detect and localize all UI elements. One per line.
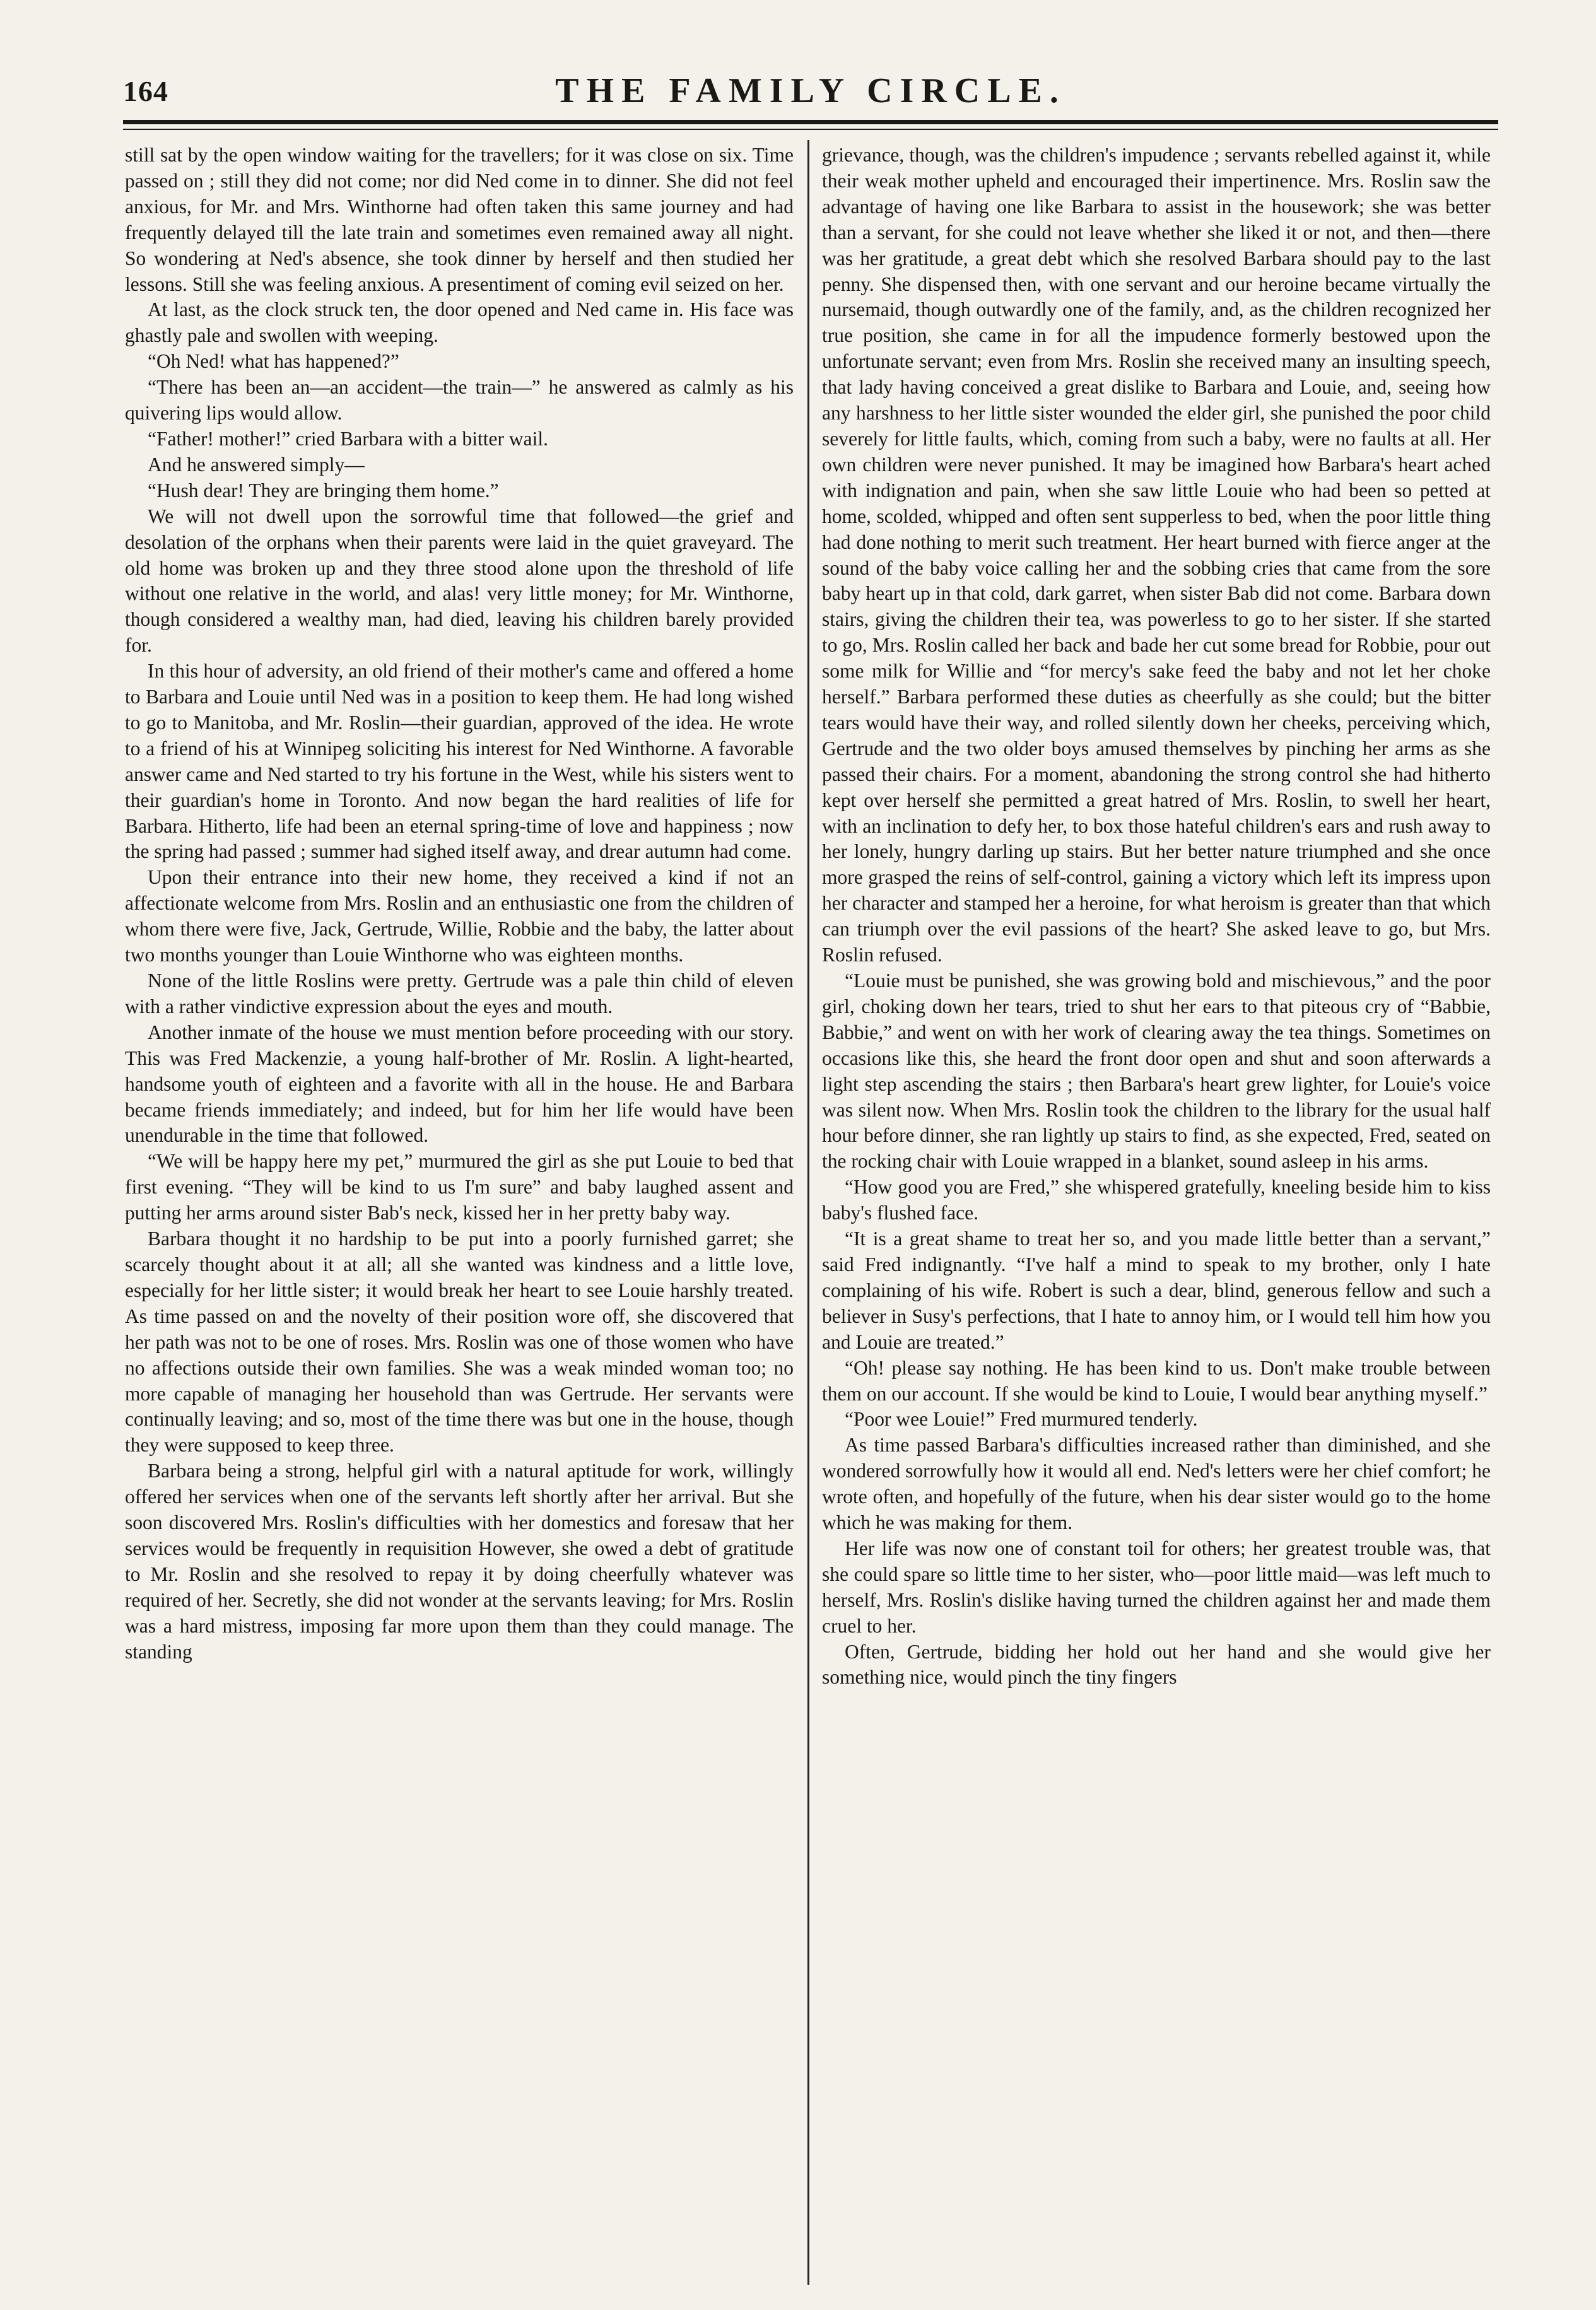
dialogue-line: “Hush dear! They are bringing them home.” xyxy=(148,479,499,501)
paragraph: And he answered simply— xyxy=(148,453,365,476)
dialogue-line: “Oh! please say nothing. He has been kind to us. Don't make trouble between them on our account. If she would be kind to Louie, I would bear anything myself.” xyxy=(822,1356,1491,1405)
dialogue-line: “How good you are Fred,” she whispered gratefully, kneeling beside him to kiss baby's flushed face. xyxy=(822,1176,1491,1224)
paragraph: grievance, though, was the children's impudence ; servants rebelled against it, while their weak mother upheld and encouraged their impertinence. Mrs. Roslin saw the advantage of having one like Barbara to assist in the housework; she was better than a servant, for she could not leave whether she liked it or not, and then—there was her gratitude, a great debt which she resolved Barbara should pay to the last penny. She dispensed then, with one servant and our heroine became virtually the nursemaid, though outwardly one of the family, and, as the children recognized her true position, she came in for all the impudence formerly bestowed upon the unfortunate servant; even from Mrs. Roslin she received many an insulting speech, that lady having conceived a great dislike to Barbara and Louie, and, seeing how any harshness to her little sister wounded the elder girl, she punished the poor child severely for little faults, which, coming from such a baby, were no faults at all. Her own children were never punished. It may be imagined how Barbara's heart ached with indignation and pain, when she saw little Louie who had been so petted at home, scolded, whipped and often sent supperless to bed, when the poor little thing had done nothing to merit such treatment. Her heart burned with fierce anger at the sound of the baby voice calling her and the sobbing cries that came from the sore baby heart up in that cold, dark garret, when sister Bab did not come. Barbara down stairs, giving the children their tea, was powerless to go to her sister. If she started to go, Mrs. Roslin called her back and bade her cut some bread for Robbie, pour out some milk for Willie and “for mercy's sake feed the baby and not let her choke herself.” Barbara performed these duties as cheerfully as she could; but the bitter tears would have their way, and rolled silently down her cheeks, perceiving which, Gertrude and the two older boys amused themselves by pinching her arms as she passed their chairs. For a moment, abandoning the strong control she had hitherto kept over herself she permitted a great hatred of Mrs. Roslin, to swell her heart, with an inclination to defy her, to box those hateful children's ears and rush away to her lonely, hungry darling up stairs. But her better nature triumphed and she once more grasped the reins of self-control, gaining a victory which left its impress upon her character and stamped her a heroine, for what heroism is greater than that which can triumph over the evil passions of the heart? She asked leave to go, but Mrs. Roslin refused. xyxy=(822,144,1491,966)
dialogue-line: “Father! mother!” cried Barbara with a bitter wail. xyxy=(148,427,548,450)
paragraph: Another inmate of the house we must mention before proceeding with our story. This was Fred Mackenzie, a young half-brother of Mr. Roslin. A light-hearted, handsome youth of eighteen and a favorite with all in the house. He and Barbara became friends immediately; and indeed, but for him her life would have been unendurable in the time that followed. xyxy=(125,1021,794,1147)
dialogue-line: “It is a great shame to treat her so, and you made little better than a servant,” said Fred indignantly. “I've half a mind to speak to my brother, only I hate complaining of his wife. Robert is such a dear, blind, generous fellow and such a believer in Susy's perfections, that I hate to annoy him, or I would tell him how you and Louie are treated.” xyxy=(822,1228,1491,1353)
paragraph: As time passed Barbara's difficulties increased rather than diminished, and she wondered sorrowfully how it would all end. Ned's letters were her chief comfort; he wrote often, and hopefully of the future, when his dear sister would go to the home which he was making for them. xyxy=(822,1434,1491,1534)
dialogue-line: “Oh Ned! what has happened?” xyxy=(148,350,399,373)
dialogue-line: “We will be happy here my pet,” murmured the girl as she put Louie to bed that first evening. “They will be kind to us I'm sure” and baby laughed assent and putting her arms around sister Bab's neck, kissed her in her pretty baby way. xyxy=(125,1150,794,1224)
paragraph: None of the little Roslins were pretty. Gertrude was a pale thin child of eleven with a rather vindictive expression about the eyes and mouth. xyxy=(125,970,794,1017)
paragraph: Barbara thought it no hardship to be put into a poorly furnished garret; she scarcely thought about it at all; all she wanted was kindness and a little love, especially for her little sister; it would break her heart to see Louie harshly treated. As time passed on and the novelty of their position wore off, she discovered that her path was not to be one of roses. Mrs. Roslin was one of those women who have no affections outside their own families. She was a weak minded woman too; no more capable of managing her household than was Gertrude. Her servants were continually leaving; and so, most of the time there was but one in the house, though they were supposed to keep three. xyxy=(125,1228,794,1457)
paragraph: Often, Gertrude, bidding her hold out her hand and she would give her something nice, would pinch the tiny fingers xyxy=(822,1640,1491,1689)
paragraph: still sat by the open window waiting for the travellers; for it was close on six. Time passed on ; still they did not come; nor did Ned come in to dinner. She did not feel anxious, for Mr. and Mrs. Winthorne had often taken this same journey and had frequently delayed till the late train and sometimes even remained away all night. So wondering at Ned's absence, she took dinner by herself and then studied her lessons. Still she was feeling anxious. A presentiment of coming evil seized on her. xyxy=(125,144,794,295)
column-divider xyxy=(807,140,809,2285)
paragraph: Her life was now one of constant toil for others; her greatest trouble was, that she could spare so little time to her sister, who—poor little maid—was left much to herself, Mrs. Roslin's dislike having turned the children against her and made them cruel to her. xyxy=(822,1537,1491,1637)
paragraph: Upon their entrance into their new home, they received a kind if not an affectionate welcome from Mrs. Roslin and an enthusiastic one from the children of whom there were five, Jack, Gertrude, Willie, Robbie and the baby, the latter about two months younger than Louie Winthorne who was eighteen months. xyxy=(125,866,794,966)
page-number: 164 xyxy=(123,75,168,107)
dialogue-line: “Louie must be punished, she was growing bold and mischievous,” and the poor girl, choking down her tears, tried to shut her ears to that piteous cry of “Babbie, Babbie,” and went on with her work of clearing away the tea things. Sometimes on occasions like this, she heard the front door open and shut and soon afterwards a light step ascending the stairs ; then Barbara's heart grew lighter, for Louie's voice was silent now. When Mrs. Roslin took the children to the library for the usual half hour before dinner, she ran lightly up stairs to find, as she expected, Fred, seated on the rocking chair with Louie wrapped in a blanket, sound asleep in his arms. xyxy=(822,970,1491,1173)
dialogue-line: “Poor wee Louie!” Fred murmured tenderly. xyxy=(845,1408,1198,1431)
header-rule-thick xyxy=(123,120,1498,124)
paragraph: Barbara being a strong, helpful girl with a natural aptitude for work, willingly offered her services when one of the servants left shortly after her arrival. But she soon discovered Mrs. Roslin's difficulties with her domestics and foresaw that her services would be frequently in requisition However, she owed a debt of gratitude to Mr. Roslin and she resolved to repay it by doing cheerfully whatever was required of her. Secretly, she did not wonder at the servants leaving; for Mrs. Roslin was a hard mistress, imposing far more upon them than they could manage. The standing xyxy=(125,1460,794,1663)
header-rule-thin xyxy=(123,129,1498,130)
paragraph: At last, as the clock struck ten, the door opened and Ned came in. His face was ghastly pale and swollen with weeping. xyxy=(125,298,794,347)
left-column xyxy=(125,143,794,1665)
paragraph: We will not dwell upon the sorrowful time that followed—the grief and desolation of the orphans when their parents were laid in the quiet graveyard. The old home was broken up and they three stood alone upon the threshold of life without one relative in the world, and alas! very little money; for Mr. Winthorne, though considered a wealthy man, had died, leaving his children barely provided for. xyxy=(125,505,794,657)
paragraph: In this hour of adversity, an old friend of their mother's came and offered a home to Barbara and Louie until Ned was in a position to keep them. He had long wished to go to Manitoba, and Mr. Roslin—their guardian, approved of the idea. He wrote to a friend of his at Winnipeg soliciting his interest for Ned Winthorne. A favorable answer came and Ned started to try his fortune in the West, while his sisters went to their guardian's home in Toronto. And now began the hard realities of life for Barbara. Hitherto, life had been an eternal spring-time of love and happiness ; now the spring had passed ; summer had sighed itself away, and drear autumn had come. xyxy=(125,660,794,863)
page-header xyxy=(123,71,1498,120)
dialogue-line: “There has been an—an accident—the train—” he answered as calmly as his quivering lips would allow. xyxy=(125,376,794,425)
running-title: THE FAMILY CIRCLE. xyxy=(555,71,1066,110)
right-column xyxy=(822,143,1491,1691)
